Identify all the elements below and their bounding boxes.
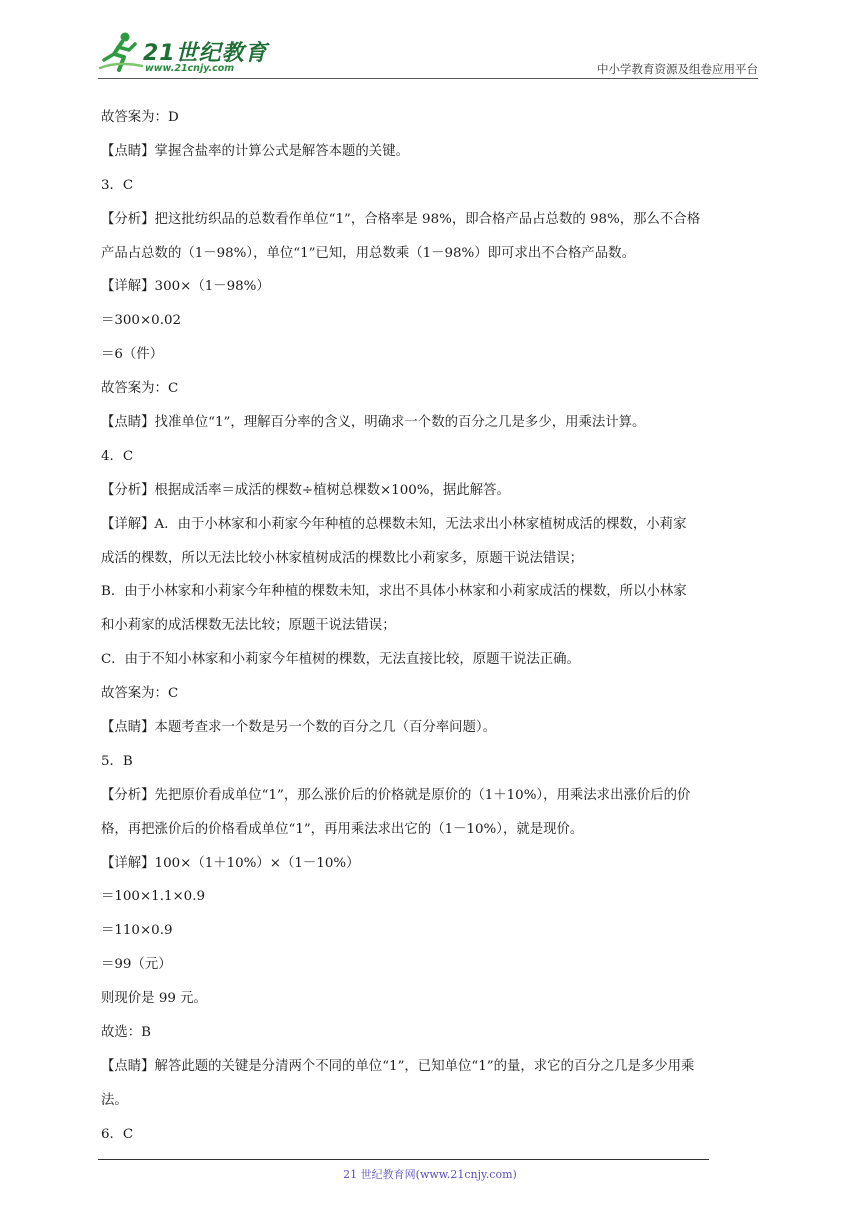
text-line: 产品占总数的（1－98%），单位“1”已知，用总数乘（1－98%）即可求出不合格产品数。 <box>101 245 635 261</box>
logo-text: 21世纪教育 <box>143 41 268 66</box>
answer-content <box>101 101 765 1152</box>
text-line: 4．C <box>101 448 134 464</box>
text-line: C．由于不知小林家和小莉家今年植树的棵数，无法直接比较，原题干说法正确。 <box>101 652 580 668</box>
text-line: B．由于小林家和小莉家今年种植的棵数未知，求出不具体小林家和小莉家成活的棵数，所以小林家 <box>101 584 687 600</box>
text-line: 【点睛】找准单位“1”，理解百分率的含义，明确求一个数的百分之几是多少，用乘法计算。 <box>101 415 646 431</box>
text-line: 【点睛】掌握含盐率的计算公式是解答本题的关键。 <box>101 143 409 159</box>
text-line: 格，再把涨价后的价格看成单位“1”，再用乘法求出它的（1－10%），就是现价。 <box>101 821 584 837</box>
text-line: 【点睛】解答此题的关键是分清两个不同的单位“1”，已知单位“1”的量，求它的百分之几是多少用乘 <box>101 1058 695 1074</box>
footer-text: 21 世纪教育网(www.21cnjy.com) <box>343 1168 517 1181</box>
text-line: 法。 <box>101 1092 128 1108</box>
header-divider <box>98 78 758 79</box>
text-line: ＝99（元） <box>101 957 172 973</box>
text-line: 【点睛】本题考查求一个数是另一个数的百分之几（百分率问题）。 <box>101 720 497 736</box>
runner-logo-icon <box>98 30 144 76</box>
text-line: 【分析】先把原价看成单位“1”，那么涨价后的价格就是原价的（1＋10%），用乘法求出涨价后的价 <box>101 787 691 803</box>
text-line: 6．C <box>101 1126 134 1142</box>
text-line: ＝110×0.9 <box>101 923 173 939</box>
text-line: 【详解】A．由于小林家和小莉家今年种植的总棵数未知，无法求出小林家植树成活的棵数，小莉家 <box>101 516 687 532</box>
text-line: ＝300×0.02 <box>101 313 181 329</box>
text-line: 成活的棵数，所以无法比较小林家植树成活的棵数比小莉家多，原题干说法错误； <box>101 550 584 566</box>
platform-name: 中小学教育资源及组卷应用平台 <box>597 62 758 76</box>
text-line: 故选：B <box>101 1025 152 1041</box>
text-line: 故答案为：D <box>101 110 179 125</box>
text-line: 3．C <box>101 177 134 193</box>
text-line: 5．B <box>101 753 133 769</box>
text-line: 【分析】把这批纺织品的总数看作单位“1”，合格率是 98%，即合格产品占总数的 98%，那么不合格 <box>101 211 701 227</box>
text-line: ＝100×1.1×0.9 <box>101 889 205 905</box>
page-header <box>98 30 758 80</box>
footer-divider <box>98 1159 709 1160</box>
text-line: 故答案为：C <box>101 381 179 397</box>
text-line: ＝6（件） <box>101 347 164 363</box>
text-line: 【分析】根据成活率＝成活的棵数÷植树总棵数×100%，据此解答。 <box>101 482 510 498</box>
logo <box>98 30 268 78</box>
text-line: 故答案为：C <box>101 686 179 702</box>
text-line: 则现价是 99 元。 <box>101 991 207 1007</box>
text-line: 和小莉家的成活棵数无法比较；原题干说法错误； <box>101 618 396 634</box>
logo-url: www.21cnjy.com <box>145 63 235 74</box>
text-line: 【详解】100×（1＋10%）×（1－10%） <box>101 855 360 871</box>
text-line: 【详解】300×（1－98%） <box>101 279 270 295</box>
